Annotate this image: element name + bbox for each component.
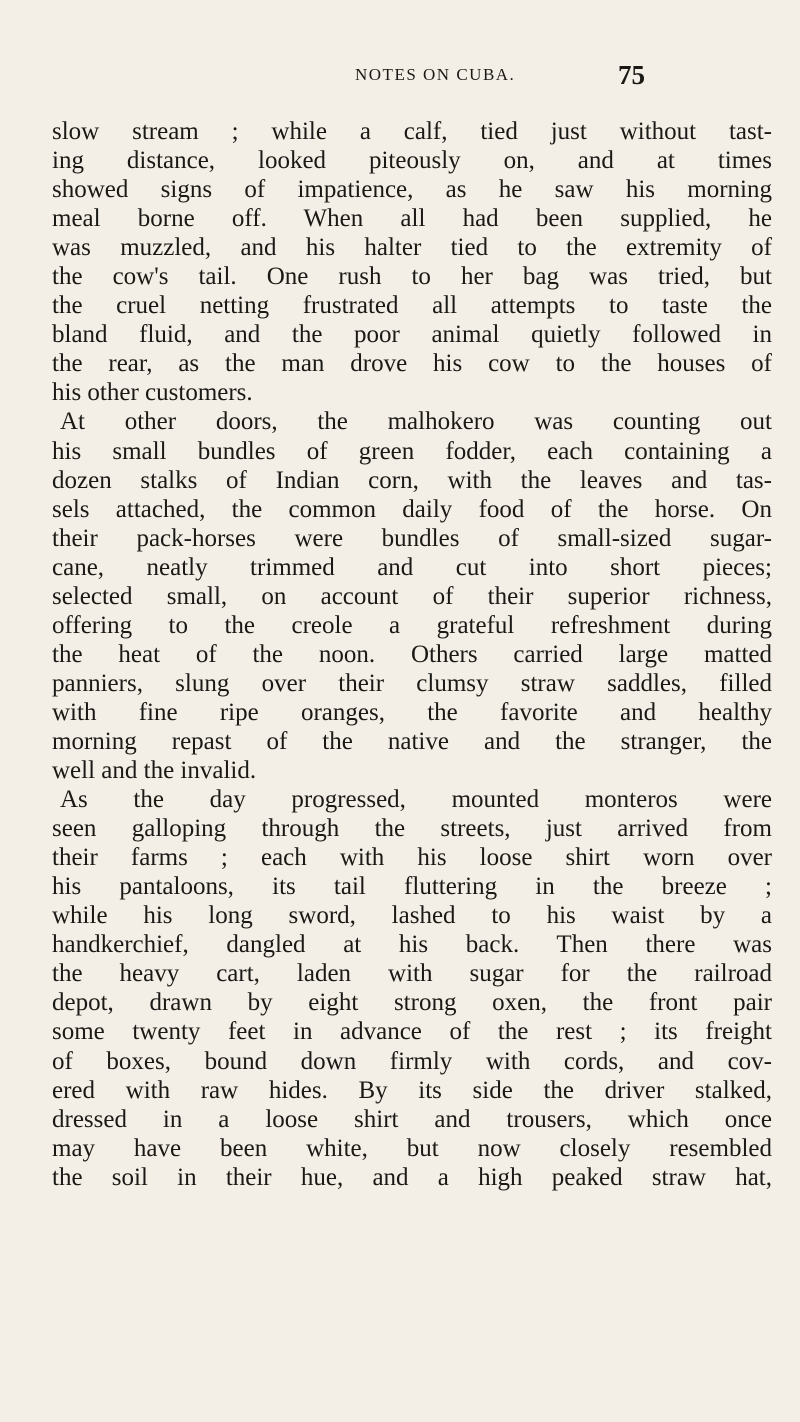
- text-line: his pantaloons, its tail fluttering in the breeze ;: [52, 873, 772, 901]
- text-line: well and the invalid.: [52, 757, 257, 785]
- text-line: cane, neatly trimmed and cut into short pieces;: [52, 553, 772, 581]
- text-line: the cruel netting frustrated all attempts to taste the: [52, 292, 772, 320]
- text-line: offering to the creole a grateful refreshment during: [52, 611, 772, 639]
- text-line: panniers, slung over their clumsy straw saddles, filled: [52, 669, 772, 697]
- text-line: selected small, on account of their superior richness,: [52, 582, 772, 610]
- text-line: the cow's tail. One rush to her bag was tried, but: [52, 263, 772, 291]
- text-line: the soil in their hue, and a high peaked straw hat,: [52, 1163, 772, 1191]
- text-line: the rear, as the man drove his cow to the houses of: [52, 350, 772, 378]
- text-line: meal borne off. When all had been supplied, he: [52, 205, 772, 233]
- text-line: As the day progressed, mounted monteros were: [60, 786, 772, 814]
- text-line: his other customers.: [52, 379, 253, 407]
- text-line: the heavy cart, laden with sugar for the railroad: [52, 960, 772, 988]
- text-line: seen galloping through the streets, just arrived from: [52, 815, 772, 843]
- text-line: their pack-horses were bundles of small-sized sugar-: [52, 524, 772, 552]
- text-line: the heat of the noon. Others carried large matted: [52, 640, 772, 668]
- text-line: ered with raw hides. By its side the driver stalked,: [52, 1076, 772, 1104]
- text-line: with fine ripe oranges, the favorite and healthy: [52, 698, 772, 726]
- text-line: may have been white, but now closely resembled: [52, 1134, 772, 1162]
- text-line: slow stream ; while a calf, tied just without tast-: [52, 118, 772, 145]
- text-line: handkerchief, dangled at his back. Then there was: [52, 931, 772, 959]
- text-line: showed signs of impatience, as he saw his morning: [52, 176, 772, 204]
- text-line: depot, drawn by eight strong oxen, the front pair: [52, 989, 772, 1017]
- text-line: was muzzled, and his halter tied to the extremity of: [52, 234, 772, 262]
- running-head: [0, 60, 800, 100]
- text-line: dressed in a loose shirt and trousers, which once: [52, 1105, 772, 1133]
- text-line: while his long sword, lashed to his waist by a: [52, 902, 772, 930]
- page-number: 75: [618, 60, 645, 90]
- text-line: their farms ; each with his loose shirt worn over: [52, 844, 772, 872]
- text-line: of boxes, bound down firmly with cords, and cov-: [52, 1047, 772, 1075]
- running-head-title: NOTES ON CUBA.: [355, 65, 516, 84]
- text-line: At other doors, the malhokero was counting out: [60, 408, 772, 436]
- text-line: sels attached, the common daily food of the horse. On: [52, 495, 772, 523]
- text-line: ing distance, looked piteously on, and at times: [52, 147, 772, 175]
- text-line: morning repast of the native and the stranger, the: [52, 727, 772, 755]
- text-line: some twenty feet in advance of the rest ; its freight: [52, 1018, 772, 1046]
- text-line: his small bundles of green fodder, each containing a: [52, 437, 772, 465]
- text-line: bland fluid, and the poor animal quietly followed in: [52, 321, 772, 349]
- text-line: dozen stalks of Indian corn, with the leaves and tas-: [52, 466, 772, 494]
- body-text: [52, 117, 772, 1192]
